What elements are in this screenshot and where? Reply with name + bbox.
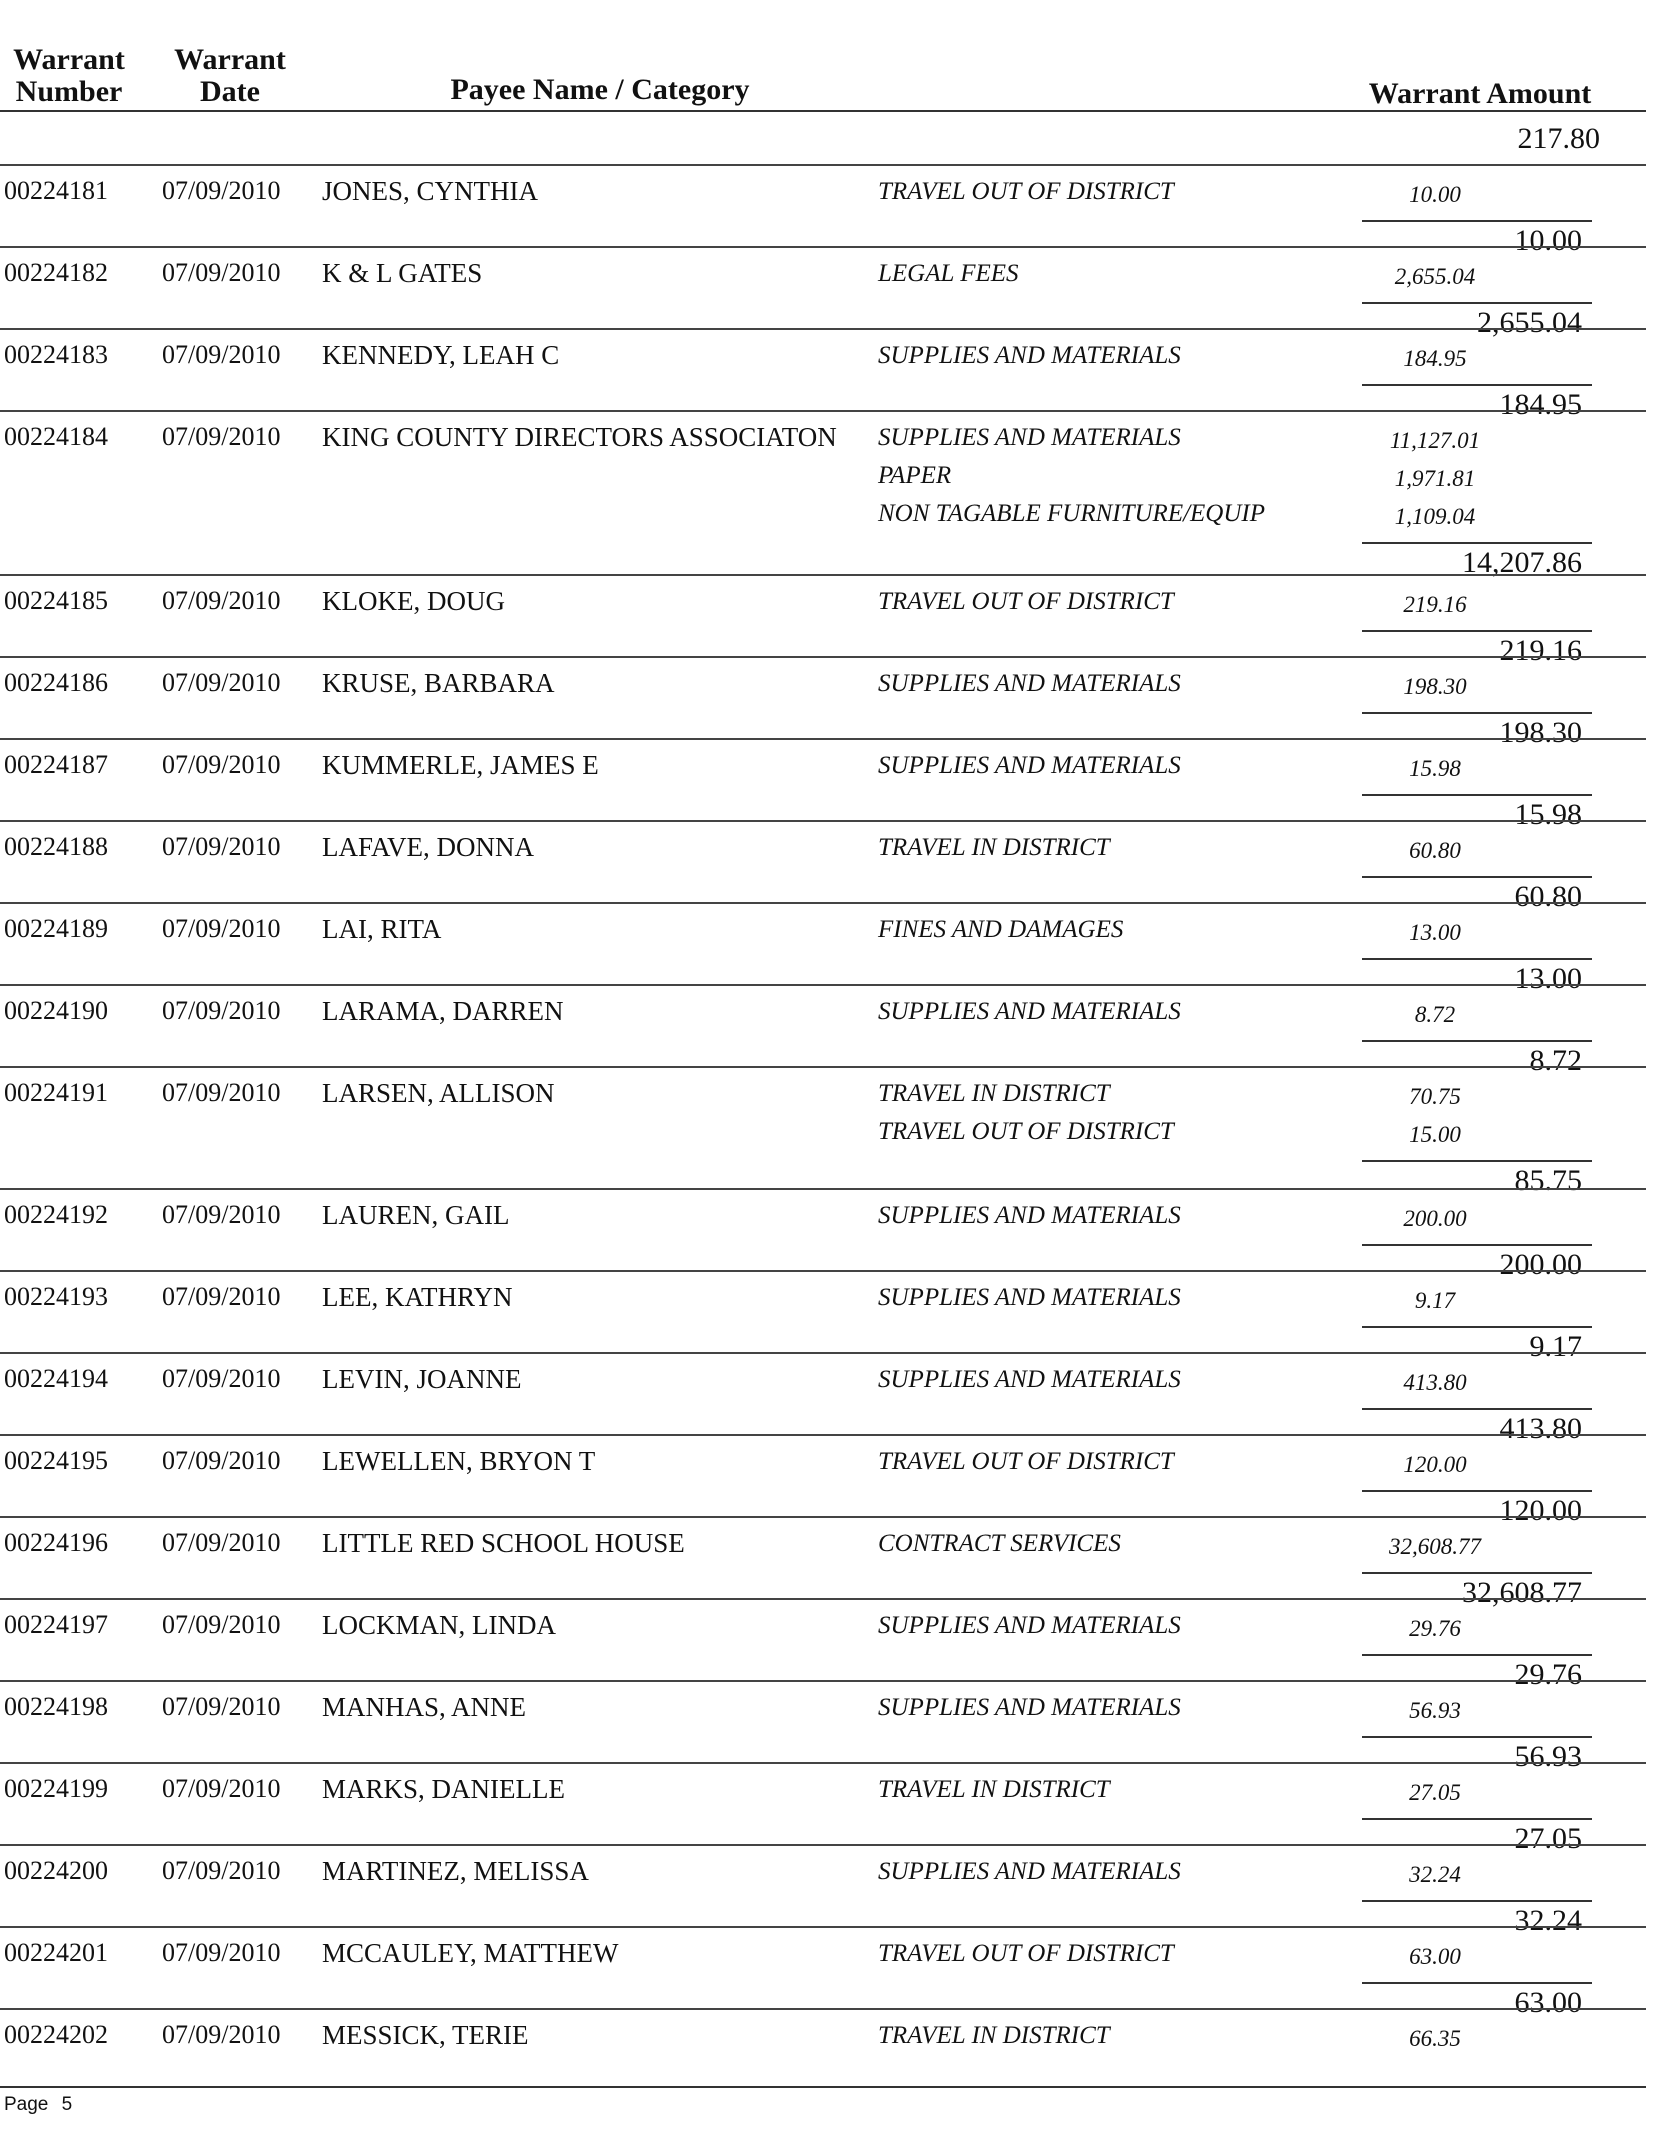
warrant-total: 56.93 xyxy=(1514,1740,1582,1773)
subtotal-rule xyxy=(1362,220,1592,222)
line-amount: 60.80 xyxy=(1409,838,1461,863)
warrant-date: 07/09/2010 xyxy=(162,1692,281,1721)
warrant-number: 00224193 xyxy=(4,1282,108,1311)
warrant-total: 63.00 xyxy=(1514,1986,1582,2019)
warrant-number: 00224199 xyxy=(4,1774,108,1803)
payee-name: MESSICK, TERIE xyxy=(322,2020,529,2050)
subtotal-rule xyxy=(1362,712,1592,714)
table-row xyxy=(0,1680,1646,1773)
category-name: PAPER xyxy=(878,462,952,489)
header-divider xyxy=(0,110,1646,112)
category-line xyxy=(0,670,1646,706)
subtotal-rule xyxy=(1362,1572,1592,1574)
category-line xyxy=(0,342,1646,378)
table-row xyxy=(0,1270,1646,1363)
warrant-date: 07/09/2010 xyxy=(162,340,281,369)
table-row xyxy=(0,1188,1646,1281)
table-row xyxy=(0,1066,1646,1197)
subtotal-rule xyxy=(1362,1736,1592,1738)
category-line xyxy=(0,1612,1646,1648)
line-amount: 11,127.01 xyxy=(1389,428,1481,453)
warrant-number: 00224184 xyxy=(4,422,108,451)
table-row xyxy=(0,1352,1646,1445)
category-name: CONTRACT SERVICES xyxy=(878,1530,1121,1557)
subtotal-rule xyxy=(1362,384,1592,386)
warrant-total: 85.75 xyxy=(1514,1164,1582,1197)
category-name: SUPPLIES AND MATERIALS xyxy=(878,1612,1181,1639)
table-row xyxy=(0,1926,1646,2019)
warrant-number: 00224189 xyxy=(4,914,108,943)
line-amount: 413.80 xyxy=(1403,1370,1467,1395)
table-row xyxy=(0,1434,1646,1527)
category-name: SUPPLIES AND MATERIALS xyxy=(878,752,1181,779)
subtotal-rule xyxy=(1362,1818,1592,1820)
warrant-number: 00224202 xyxy=(4,2020,108,2049)
warrant-total: 413.80 xyxy=(1499,1412,1582,1445)
line-amount: 9.17 xyxy=(1414,1288,1456,1313)
subtotal-rule xyxy=(1362,958,1592,960)
payee-name: KRUSE, BARBARA xyxy=(322,668,555,698)
warrant-date: 07/09/2010 xyxy=(162,1078,281,1107)
warrant-total: 32,608.77 xyxy=(1462,1576,1582,1609)
subtotal-rule xyxy=(1362,1160,1592,1162)
category-name: SUPPLIES AND MATERIALS xyxy=(878,1366,1181,1393)
line-amount: 219.16 xyxy=(1403,592,1467,617)
warrant-total: 10.00 xyxy=(1514,224,1582,257)
subtotal-rule xyxy=(1362,1982,1592,1984)
table-row xyxy=(0,738,1646,831)
warrant-total: 27.05 xyxy=(1514,1822,1582,1855)
warrant-total: 219.16 xyxy=(1499,634,1582,667)
warrant-total: 9.17 xyxy=(1529,1330,1582,1363)
warrant-total: 32.24 xyxy=(1514,1904,1582,1937)
warrant-number: 00224185 xyxy=(4,586,108,615)
table-row xyxy=(0,820,1646,913)
payee-name: MARTINEZ, MELISSA xyxy=(322,1856,589,1886)
warrant-date: 07/09/2010 xyxy=(162,258,281,287)
warrant-date: 07/09/2010 xyxy=(162,668,281,697)
table-row xyxy=(0,656,1646,749)
line-amount: 200.00 xyxy=(1403,1206,1467,1231)
payee-name: LEWELLEN, BRYON T xyxy=(322,1446,596,1476)
table-row xyxy=(0,574,1646,667)
subtotal-rule xyxy=(1362,1490,1592,1492)
column-header-payee-category: Payee Name / Category xyxy=(450,73,750,106)
category-name: SUPPLIES AND MATERIALS xyxy=(878,424,1181,451)
payee-name: KING COUNTY DIRECTORS ASSOCIATON xyxy=(322,422,837,452)
category-name: LEGAL FEES xyxy=(878,260,1019,287)
category-name: TRAVEL OUT OF DISTRICT xyxy=(878,178,1174,205)
category-name: TRAVEL IN DISTRICT xyxy=(878,2022,1110,2049)
line-amount: 56.93 xyxy=(1409,1698,1461,1723)
line-amount: 1,971.81 xyxy=(1394,466,1476,491)
payee-name: KENNEDY, LEAH C xyxy=(322,340,560,370)
line-amount: 8.72 xyxy=(1414,1002,1456,1027)
category-line xyxy=(0,1202,1646,1238)
payee-name: LITTLE RED SCHOOL HOUSE xyxy=(322,1528,685,1558)
subtotal-rule xyxy=(1362,302,1592,304)
warrant-date: 07/09/2010 xyxy=(162,1364,281,1393)
warrant-number: 00224191 xyxy=(4,1078,108,1107)
category-line xyxy=(0,1284,1646,1320)
line-amount: 1,109.04 xyxy=(1394,504,1476,529)
subtotal-rule xyxy=(1362,1408,1592,1410)
category-name: SUPPLIES AND MATERIALS xyxy=(878,670,1181,697)
warrant-number: 00224192 xyxy=(4,1200,108,1229)
warrant-date: 07/09/2010 xyxy=(162,1282,281,1311)
category-name: TRAVEL IN DISTRICT xyxy=(878,1080,1110,1107)
warrant-date: 07/09/2010 xyxy=(162,2020,281,2049)
page-indicator xyxy=(4,2094,72,2116)
payee-name: LARSEN, ALLISON xyxy=(322,1078,555,1108)
warrant-total: 2,655.04 xyxy=(1477,306,1582,339)
category-name: TRAVEL OUT OF DISTRICT xyxy=(878,588,1174,615)
table-row xyxy=(0,246,1646,339)
category-line xyxy=(0,1366,1646,1402)
warrant-date: 07/09/2010 xyxy=(162,1610,281,1639)
category-line xyxy=(0,462,1646,498)
warrant-date: 07/09/2010 xyxy=(162,422,281,451)
category-line xyxy=(0,500,1646,536)
subtotal-rule xyxy=(1362,876,1592,878)
category-line xyxy=(0,588,1646,624)
payee-name: MANHAS, ANNE xyxy=(322,1692,527,1722)
warrant-total: 29.76 xyxy=(1514,1658,1582,1691)
warrant-number: 00224198 xyxy=(4,1692,108,1721)
table-row xyxy=(0,328,1646,421)
payee-name: KLOKE, DOUG xyxy=(322,586,505,616)
payee-name: LEE, KATHRYN xyxy=(322,1282,513,1312)
subtotal-rule xyxy=(1362,1654,1592,1656)
category-line xyxy=(0,1858,1646,1894)
category-name: SUPPLIES AND MATERIALS xyxy=(878,1284,1181,1311)
table-row xyxy=(0,984,1646,1077)
warrant-total: 120.00 xyxy=(1499,1494,1582,1527)
warrant-date: 07/09/2010 xyxy=(162,750,281,779)
footer-divider xyxy=(0,2086,1646,2088)
warrant-total: 14,207.86 xyxy=(1462,546,1582,579)
line-amount: 13.00 xyxy=(1409,920,1461,945)
warrant-number: 00224200 xyxy=(4,1856,108,1885)
payee-name: LAFAVE, DONNA xyxy=(322,832,535,862)
payee-name: MARKS, DANIELLE xyxy=(322,1774,565,1804)
warrant-number: 00224183 xyxy=(4,340,108,369)
warrant-total: 13.00 xyxy=(1514,962,1582,995)
payee-name: LOCKMAN, LINDA xyxy=(322,1610,556,1640)
warrant-number: 00224181 xyxy=(4,176,108,205)
category-line xyxy=(0,916,1646,952)
category-name: SUPPLIES AND MATERIALS xyxy=(878,1858,1181,1885)
warrant-date: 07/09/2010 xyxy=(162,914,281,943)
warrant-number: 00224197 xyxy=(4,1610,108,1639)
category-line xyxy=(0,834,1646,870)
warrant-number: 00224201 xyxy=(4,1938,108,1967)
category-line xyxy=(0,1448,1646,1484)
table-row xyxy=(0,1762,1646,1855)
line-amount: 15.00 xyxy=(1409,1122,1461,1147)
warrant-total: 184.95 xyxy=(1499,388,1582,421)
payee-name: LARAMA, DARREN xyxy=(322,996,564,1026)
subtotal-rule xyxy=(1362,1900,1592,1902)
category-line xyxy=(0,178,1646,214)
payee-name: K & L GATES xyxy=(322,258,483,288)
line-amount: 2,655.04 xyxy=(1394,264,1476,289)
column-header-warrant-date: Warrant Date xyxy=(174,43,286,108)
table-row xyxy=(0,2008,1646,2051)
page-label: Page xyxy=(4,2094,49,2115)
warrant-total: 198.30 xyxy=(1499,716,1582,749)
category-line xyxy=(0,1530,1646,1566)
category-name: NON TAGABLE FURNITURE/EQUIP xyxy=(878,500,1266,527)
category-name: SUPPLIES AND MATERIALS xyxy=(878,342,1181,369)
line-amount: 32.24 xyxy=(1409,1862,1461,1887)
table-row xyxy=(0,164,1646,257)
warrant-date: 07/09/2010 xyxy=(162,586,281,615)
line-amount: 32,608.77 xyxy=(1389,1534,1481,1559)
line-amount: 70.75 xyxy=(1409,1084,1461,1109)
warrant-date: 07/09/2010 xyxy=(162,176,281,205)
column-header-warrant-number: Warrant Number xyxy=(13,43,125,108)
warrant-date: 07/09/2010 xyxy=(162,1774,281,1803)
carry-forward-total: 217.80 xyxy=(1517,122,1600,155)
table-row xyxy=(0,1844,1646,1937)
category-name: FINES AND DAMAGES xyxy=(878,916,1124,943)
line-amount: 66.35 xyxy=(1409,2026,1461,2051)
category-line xyxy=(0,1776,1646,1812)
line-amount: 27.05 xyxy=(1409,1780,1461,1805)
warrant-total: 200.00 xyxy=(1499,1248,1582,1281)
category-line xyxy=(0,1118,1646,1154)
payee-name: KUMMERLE, JAMES E xyxy=(322,750,599,780)
warrant-total: 15.98 xyxy=(1514,798,1582,831)
subtotal-rule xyxy=(1362,1326,1592,1328)
table-row xyxy=(0,410,1646,579)
category-line xyxy=(0,1080,1646,1116)
line-amount: 198.30 xyxy=(1403,674,1467,699)
warrant-number: 00224187 xyxy=(4,750,108,779)
warrant-number: 00224190 xyxy=(4,996,108,1025)
category-name: SUPPLIES AND MATERIALS xyxy=(878,1694,1181,1721)
category-name: TRAVEL IN DISTRICT xyxy=(878,834,1110,861)
line-amount: 63.00 xyxy=(1409,1944,1461,1969)
warrant-date: 07/09/2010 xyxy=(162,1938,281,1967)
category-name: TRAVEL OUT OF DISTRICT xyxy=(878,1118,1174,1145)
category-name: SUPPLIES AND MATERIALS xyxy=(878,998,1181,1025)
line-amount: 10.00 xyxy=(1409,182,1461,207)
subtotal-rule xyxy=(1362,542,1592,544)
subtotal-rule xyxy=(1362,1244,1592,1246)
table-row xyxy=(0,1598,1646,1691)
category-line xyxy=(0,2022,1646,2058)
category-line xyxy=(0,998,1646,1034)
payee-name: LAUREN, GAIL xyxy=(322,1200,510,1230)
line-amount: 120.00 xyxy=(1403,1452,1467,1477)
warrant-number: 00224182 xyxy=(4,258,108,287)
category-name: SUPPLIES AND MATERIALS xyxy=(878,1202,1181,1229)
line-amount: 15.98 xyxy=(1409,756,1461,781)
warrant-date: 07/09/2010 xyxy=(162,996,281,1025)
table-row xyxy=(0,1516,1646,1609)
line-amount: 29.76 xyxy=(1409,1616,1461,1641)
warrant-date: 07/09/2010 xyxy=(162,1200,281,1229)
warrant-number: 00224195 xyxy=(4,1446,108,1475)
column-header-warrant-amount: Warrant Amount xyxy=(1368,77,1592,110)
warrant-number: 00224186 xyxy=(4,668,108,697)
warrant-date: 07/09/2010 xyxy=(162,1528,281,1557)
payee-name: LEVIN, JOANNE xyxy=(322,1364,522,1394)
warrant-date: 07/09/2010 xyxy=(162,1446,281,1475)
category-line xyxy=(0,752,1646,788)
table-row xyxy=(0,902,1646,995)
subtotal-rule xyxy=(1362,630,1592,632)
warrant-total: 8.72 xyxy=(1529,1044,1582,1077)
category-name: TRAVEL IN DISTRICT xyxy=(878,1776,1110,1803)
warrant-number: 00224188 xyxy=(4,832,108,861)
payee-name: JONES, CYNTHIA xyxy=(322,176,538,206)
category-name: TRAVEL OUT OF DISTRICT xyxy=(878,1448,1174,1475)
line-amount: 184.95 xyxy=(1403,346,1467,371)
warrant-date: 07/09/2010 xyxy=(162,832,281,861)
category-line xyxy=(0,1694,1646,1730)
warrant-number: 00224196 xyxy=(4,1528,108,1557)
category-name: TRAVEL OUT OF DISTRICT xyxy=(878,1940,1174,1967)
category-line xyxy=(0,424,1646,460)
payee-name: MCCAULEY, MATTHEW xyxy=(322,1938,619,1968)
warrant-number: 00224194 xyxy=(4,1364,108,1393)
payee-name: LAI, RITA xyxy=(322,914,442,944)
subtotal-rule xyxy=(1362,794,1592,796)
warrant-total: 60.80 xyxy=(1514,880,1582,913)
category-line xyxy=(0,1940,1646,1976)
page-number: 5 xyxy=(61,2094,73,2115)
subtotal-rule xyxy=(1362,1040,1592,1042)
category-line xyxy=(0,260,1646,296)
warrant-date: 07/09/2010 xyxy=(162,1856,281,1885)
